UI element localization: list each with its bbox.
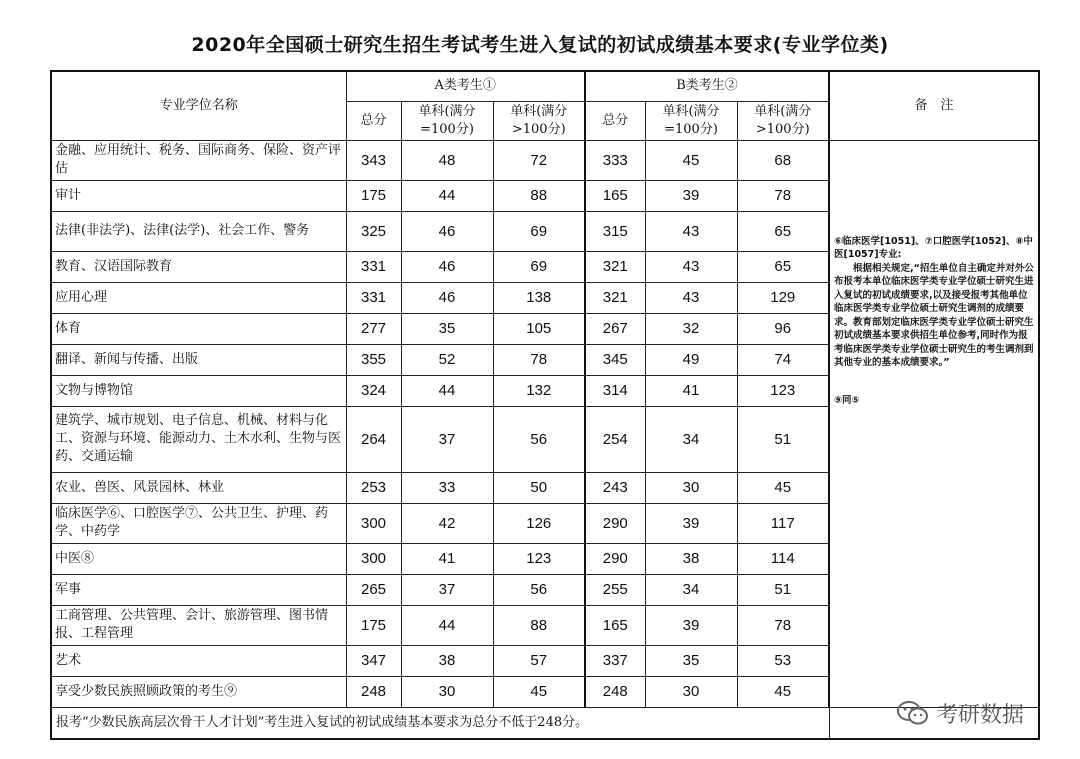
score-a-single-100: 33 [401,472,493,503]
score-a-single-gt100: 72 [493,140,585,180]
score-a-single-gt100: 88 [493,180,585,211]
score-b-single-100: 41 [645,375,737,406]
note-line3: ⑨同⑤ [834,394,860,406]
header-a-single-gt100: 单科(满分>100分) [493,101,585,140]
score-a-single-gt100: 56 [493,406,585,472]
header-group-a: A类考生① [346,71,585,101]
table-row [51,140,1039,180]
degree-name: 文物与博物馆 [51,375,346,406]
score-a-total: 325 [346,211,401,251]
degree-name: 工商管理、公共管理、会计、旅游管理、图书情报、工程管理 [51,605,346,645]
score-b-single-100: 32 [645,313,737,344]
score-a-single-gt100: 138 [493,282,585,313]
header-b-single-100: 单科(满分=100分) [645,101,737,140]
score-b-single-gt100: 129 [737,282,829,313]
score-b-total: 333 [585,140,645,180]
score-a-total: 175 [346,605,401,645]
score-a-total: 324 [346,375,401,406]
score-a-single-gt100: 50 [493,472,585,503]
score-b-total: 255 [585,574,645,605]
score-b-total: 243 [585,472,645,503]
score-b-single-gt100: 65 [737,251,829,282]
score-a-single-gt100: 78 [493,344,585,375]
header-group-b: B类考生② [585,71,829,101]
score-a-single-100: 42 [401,503,493,543]
score-b-total: 290 [585,543,645,574]
score-b-single-100: 49 [645,344,737,375]
score-b-single-gt100: 45 [737,472,829,503]
score-a-single-gt100: 69 [493,211,585,251]
score-a-single-100: 38 [401,645,493,676]
score-b-single-100: 30 [645,472,737,503]
note-line1: ⑥临床医学[1051]、⑦口腔医学[1052]、⑧中医[1057]专业: [834,235,1033,260]
score-a-single-100: 37 [401,574,493,605]
degree-name: 翻译、新闻与传播、出版 [51,344,346,375]
score-b-total: 267 [585,313,645,344]
score-b-single-gt100: 68 [737,140,829,180]
score-a-total: 175 [346,180,401,211]
score-a-single-100: 46 [401,282,493,313]
score-b-single-gt100: 45 [737,676,829,707]
score-b-total: 248 [585,676,645,707]
score-b-total: 290 [585,503,645,543]
score-a-total: 300 [346,543,401,574]
score-b-single-100: 30 [645,676,737,707]
score-a-single-gt100: 57 [493,645,585,676]
score-b-total: 165 [585,605,645,645]
score-b-total: 321 [585,282,645,313]
score-a-total: 343 [346,140,401,180]
score-a-total: 253 [346,472,401,503]
notes-cell [829,140,1039,707]
degree-name: 审计 [51,180,346,211]
score-a-single-100: 48 [401,140,493,180]
score-a-total: 300 [346,503,401,543]
score-b-single-gt100: 96 [737,313,829,344]
page-title: 2020年全国硕士研究生招生考试考生进入复试的初试成绩基本要求(专业学位类) [191,34,889,56]
header-b-total: 总分 [585,101,645,140]
score-b-single-gt100: 74 [737,344,829,375]
header-notes-col: 备 注 [829,71,1039,140]
degree-name: 军事 [51,574,346,605]
score-a-single-100: 44 [401,605,493,645]
score-b-single-gt100: 51 [737,574,829,605]
score-b-single-100: 34 [645,406,737,472]
score-a-single-100: 46 [401,211,493,251]
score-b-total: 321 [585,251,645,282]
score-a-single-100: 44 [401,375,493,406]
score-b-total: 254 [585,406,645,472]
score-b-single-100: 43 [645,251,737,282]
degree-name: 建筑学、城市规划、电子信息、机械、材料与化工、资源与环境、能源动力、土木水利、生物与医药、交通运输 [51,406,346,472]
header-a-single-100: 单科(满分=100分) [401,101,493,140]
score-a-single-100: 41 [401,543,493,574]
watermark-text: 考研数据 [936,702,1025,728]
score-a-single-gt100: 126 [493,503,585,543]
score-b-single-gt100: 65 [737,211,829,251]
score-a-single-100: 44 [401,180,493,211]
degree-name: 农业、兽医、风景园林、林业 [51,472,346,503]
degree-name: 艺术 [51,645,346,676]
score-b-single-100: 45 [645,140,737,180]
score-b-total: 337 [585,645,645,676]
score-b-single-gt100: 114 [737,543,829,574]
score-b-single-gt100: 51 [737,406,829,472]
score-b-single-100: 43 [645,211,737,251]
score-b-single-gt100: 123 [737,375,829,406]
score-b-single-100: 35 [645,645,737,676]
score-a-total: 264 [346,406,401,472]
score-a-single-gt100: 123 [493,543,585,574]
score-b-total: 165 [585,180,645,211]
degree-name: 临床医学⑥、口腔医学⑦、公共卫生、护理、药学、中药学 [51,503,346,543]
score-b-single-100: 34 [645,574,737,605]
score-b-total: 345 [585,344,645,375]
score-a-single-100: 30 [401,676,493,707]
degree-name: 应用心理 [51,282,346,313]
score-a-total: 331 [346,251,401,282]
score-b-single-100: 39 [645,503,737,543]
footer-note: 报考“少数民族高层次骨干人才计划”考生进入复试的初试成绩基本要求为总分不低于248分。 [51,707,829,739]
score-a-total: 331 [346,282,401,313]
header-name-col: 专业学位名称 [51,71,346,140]
wechat-icon [896,700,930,726]
score-b-single-100: 39 [645,180,737,211]
score-a-total: 347 [346,645,401,676]
score-a-single-gt100: 45 [493,676,585,707]
degree-name: 享受少数民族照顾政策的考生⑨ [51,676,346,707]
score-b-total: 314 [585,375,645,406]
score-a-total: 355 [346,344,401,375]
degree-name: 教育、汉语国际教育 [51,251,346,282]
header-b-single-gt100: 单科(满分>100分) [737,101,829,140]
degree-name: 中医⑧ [51,543,346,574]
degree-name: 金融、应用统计、税务、国际商务、保险、资产评估 [51,140,346,180]
score-a-single-gt100: 105 [493,313,585,344]
score-a-single-100: 37 [401,406,493,472]
score-b-total: 315 [585,211,645,251]
score-a-single-gt100: 132 [493,375,585,406]
score-a-single-gt100: 69 [493,251,585,282]
score-b-single-100: 39 [645,605,737,645]
note-line2: 根据相关规定,“招生单位自主确定并对外公布报考本单位临床医学类专业学位硕士研究生进入复试的初试成绩要求,以及接受报考其他单位临床医学类专业学位硕士研究生调剂的成绩要求。教育部划定临床医学类专业学位硕士研究生初试成绩基本要求供招生单位参考,同时作为报考临床医学类专业学位硕士研究生的考生调剂到其他专业的基本成绩要求。” [834,262,1034,368]
score-a-single-100: 52 [401,344,493,375]
score-a-total: 265 [346,574,401,605]
degree-name: 体育 [51,313,346,344]
score-a-single-100: 46 [401,251,493,282]
score-b-single-gt100: 53 [737,645,829,676]
score-a-single-gt100: 56 [493,574,585,605]
header-a-total: 总分 [346,101,401,140]
score-a-total: 277 [346,313,401,344]
degree-name: 法律(非法学)、法律(法学)、社会工作、警务 [51,211,346,251]
score-table [50,70,1040,740]
score-b-single-gt100: 78 [737,180,829,211]
score-a-total: 248 [346,676,401,707]
score-b-single-100: 43 [645,282,737,313]
score-b-single-gt100: 78 [737,605,829,645]
watermark [896,697,1024,729]
score-b-single-100: 38 [645,543,737,574]
score-a-single-gt100: 88 [493,605,585,645]
score-b-single-gt100: 117 [737,503,829,543]
score-a-single-100: 35 [401,313,493,344]
